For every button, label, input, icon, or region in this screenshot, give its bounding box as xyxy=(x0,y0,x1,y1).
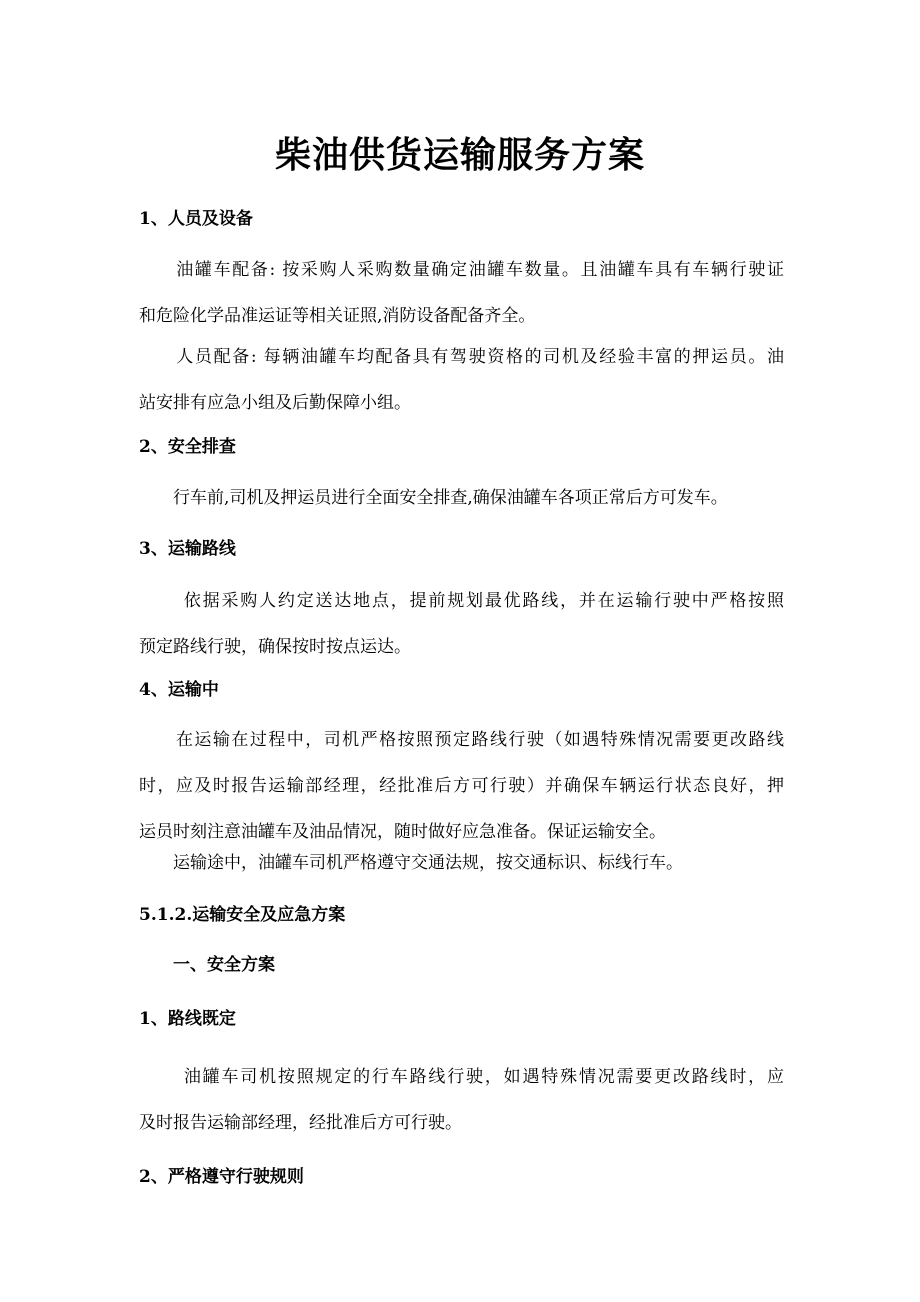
paragraph-safety-check xyxy=(139,475,784,521)
paragraph-line: 依据采购人约定送达地点，提前规划最优路线，并在运输行驶中严格按照 xyxy=(139,591,784,611)
paragraph-line: 时，应及时报告运输部经理，经批准后方可行驶）并确保车辆运行状态良好，押 xyxy=(139,776,784,796)
paragraph-line: 油罐车司机按照规定的行车路线行驶，如遇特殊情况需要更改路线时，应 xyxy=(139,1067,784,1087)
paragraph-line: 预定路线行驶，确保按时按点运达。 xyxy=(139,637,411,657)
paragraph-line: 行车前,司机及押运员进行全面安全排查,确保油罐车各项正常后方可发车。 xyxy=(139,488,728,508)
section-heading-personnel-equipment: 1、人员及设备 xyxy=(139,209,253,229)
section-heading-fixed-route: 1、路线既定 xyxy=(139,1009,236,1029)
paragraph-staff-equipment xyxy=(139,334,784,426)
paragraph-route xyxy=(139,578,784,670)
paragraph-line: 和危险化学品准运证等相关证照,消防设备配备齐全。 xyxy=(139,306,536,326)
paragraph-line: 在运输在过程中，司机严格按照预定路线行驶（如遇特殊情况需要更改路线 xyxy=(139,730,784,750)
paragraph-line: 油罐车配备: 按采购人采购数量确定油罐车数量。且油罐车具有车辆行驶证 xyxy=(139,260,784,280)
document-title: 柴油供货运输服务方案 xyxy=(274,134,645,176)
subsection-heading-safety-plan: 一、安全方案 xyxy=(139,955,275,975)
section-heading-driving-rules: 2、严格遵守行驶规则 xyxy=(139,1167,304,1187)
paragraph-line: 站安排有应急小组及后勤保障小组。 xyxy=(139,393,411,413)
paragraph-line: 运员时刻注意油罐车及油品情况，随时做好应急准备。保证运输安全。 xyxy=(139,822,666,842)
section-heading-route: 3、运输路线 xyxy=(139,539,236,559)
section-heading-in-transit: 4、运输中 xyxy=(139,680,219,700)
paragraph-line: 及时报告运输部经理，经批准后方可行驶。 xyxy=(139,1113,462,1133)
section-heading-safety-check: 2、安全排查 xyxy=(139,437,236,457)
section-heading-transport-safety-emergency: 5.1.2.运输安全及应急方案 xyxy=(139,905,346,925)
paragraph-line: 人员配备: 每辆油罐车均配备具有驾驶资格的司机及经验丰富的押运员。油 xyxy=(139,347,784,367)
paragraph-traffic-rules xyxy=(139,840,784,886)
paragraph-line: 运输途中，油罐车司机严格遵守交通法规，按交通标识、标线行车。 xyxy=(139,853,683,873)
paragraph-fixed-route xyxy=(139,1054,784,1146)
paragraph-in-transit xyxy=(139,717,784,855)
paragraph-tanker-equipment xyxy=(139,247,784,339)
